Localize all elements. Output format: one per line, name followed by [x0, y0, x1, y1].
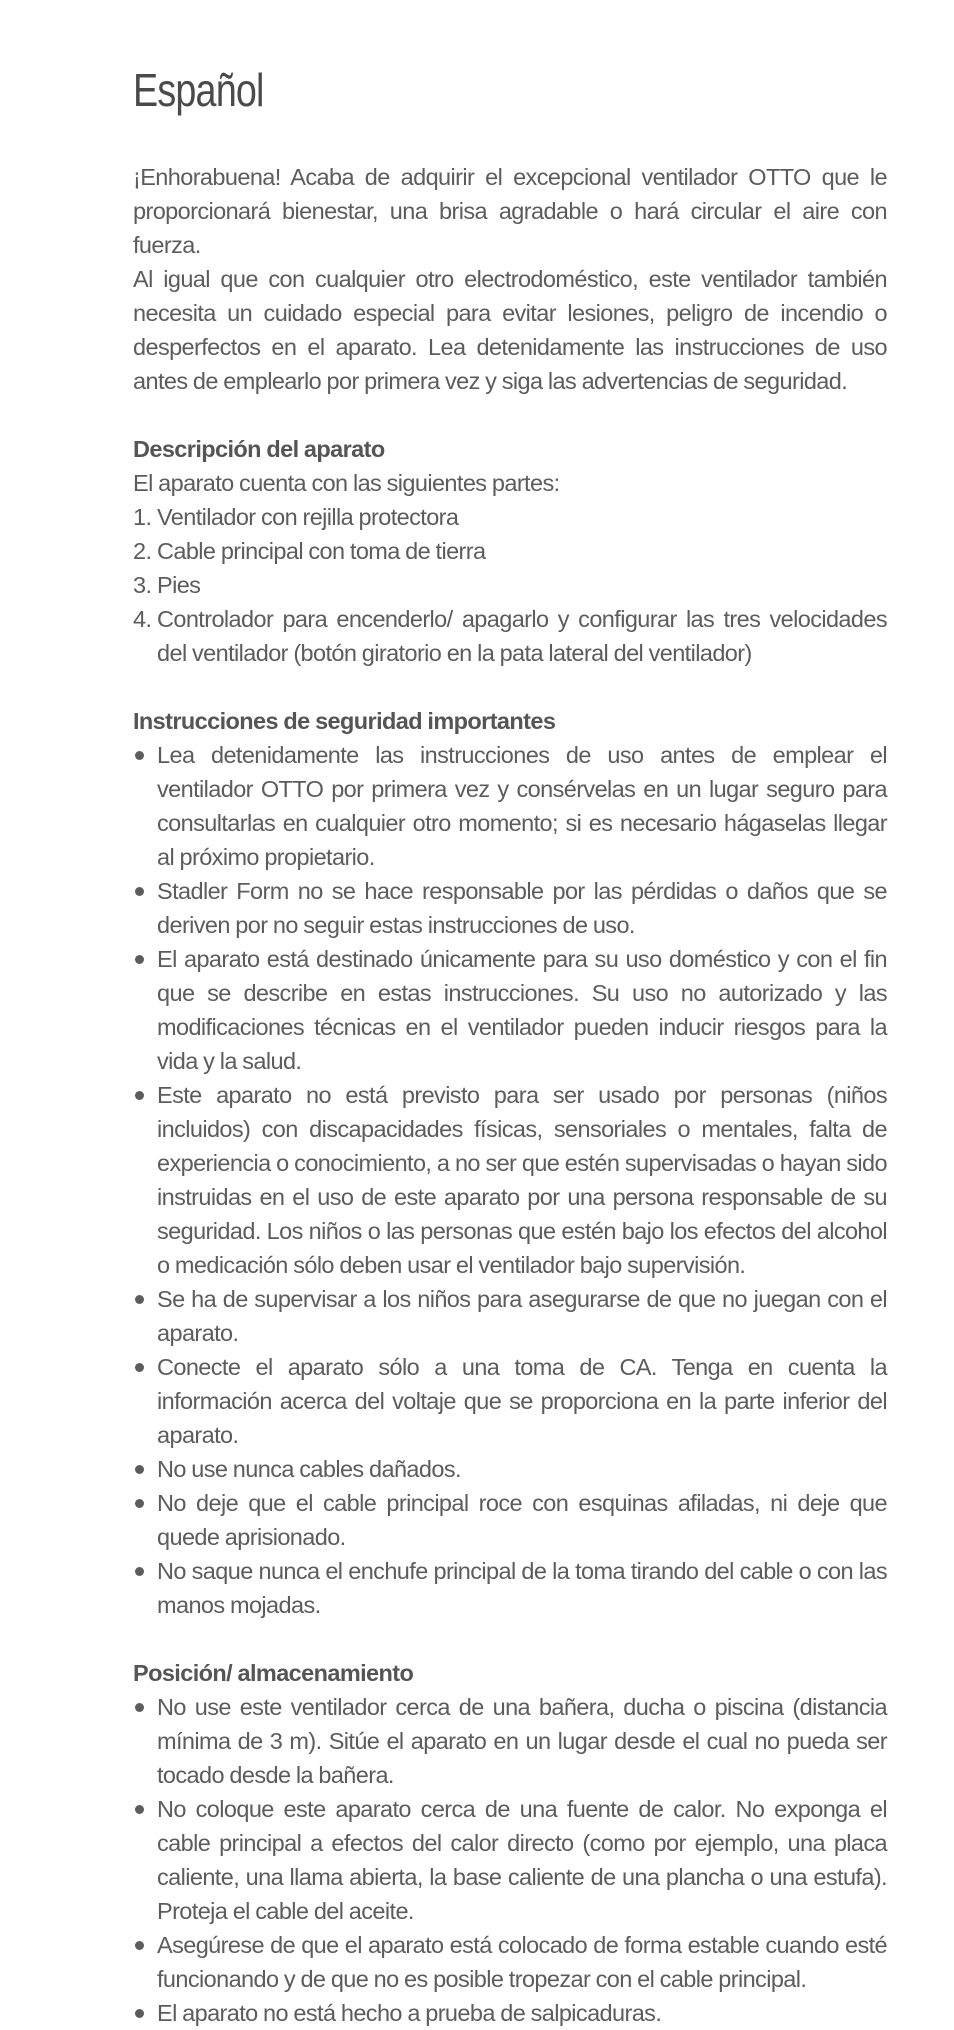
- position-item-text: El aparato no está hecho a prueba de salpicaduras.: [157, 2000, 662, 2026]
- bullet-icon: [135, 2009, 144, 2018]
- list-number: 2.: [133, 538, 152, 564]
- bullet-icon: [135, 955, 144, 964]
- bullet-icon: [135, 1567, 144, 1576]
- parts-list-item: [133, 568, 887, 602]
- parts-list-item-text: Ventilador con rejilla protectora: [157, 504, 459, 530]
- position-item-text: Asegúrese de que el aparato está colocado de forma estable cuando esté funcionando y de que no es posible tropezar con el cable principal.: [157, 1932, 887, 1992]
- safety-list-item: [133, 874, 887, 942]
- safety-item-text: No saque nunca el enchufe principal de la toma tirando del cable o con las manos mojadas.: [157, 1558, 887, 1618]
- position-item-text: No use este ventilador cerca de una bañera, ducha o piscina (distancia mínima de 3 m). Sitúe el aparato en un lugar desde el cual no pueda ser tocado desde la bañera.: [157, 1694, 887, 1788]
- parts-list: [133, 500, 887, 670]
- safety-item-text: Se ha de supervisar a los niños para asegurarse de que no juegan con el aparato.: [157, 1286, 887, 1346]
- safety-list-item: [133, 1078, 887, 1282]
- safety-item-text: No deje que el cable principal roce con esquinas afiladas, ni deje que quede aprisionado.: [157, 1490, 887, 1550]
- safety-list-item: [133, 1282, 887, 1350]
- list-number: 1.: [133, 504, 152, 530]
- bullet-icon: [135, 1363, 144, 1372]
- bullet-icon: [135, 1499, 144, 1508]
- section-spacer: [133, 398, 887, 432]
- bullet-icon: [135, 1805, 144, 1814]
- parts-list-item-text: Pies: [157, 572, 201, 598]
- position-item-text: No coloque este aparato cerca de una fuente de calor. No exponga el cable principal a efectos del calor directo (como por ejemplo, una placa caliente, una llama abierta, la base caliente de una plancha o una estufa). Proteja el cable del aceite.: [157, 1796, 887, 1924]
- safety-heading: Instrucciones de seguridad importantes: [133, 708, 556, 734]
- bullet-icon: [135, 751, 144, 760]
- safety-list-item: [133, 942, 887, 1078]
- bullet-icon: [135, 1703, 144, 1712]
- page-title: Español: [133, 64, 264, 116]
- position-list-item: [133, 1792, 887, 1928]
- position-section: [133, 1656, 887, 2030]
- safety-list-item: [133, 1350, 887, 1452]
- safety-section: [133, 704, 887, 1622]
- section-spacer: [133, 1622, 887, 1656]
- position-list-item: [133, 1928, 887, 1996]
- safety-item-text: Stadler Form no se hace responsable por las pérdidas o daños que se deriven por no seguir estas instrucciones de uso.: [157, 878, 887, 938]
- intro-paragraph-2: Al igual que con cualquier otro electrodoméstico, este ventilador también necesita un cuidado especial para evitar lesiones, peligro de incendio o desperfectos en el aparato. Lea detenidamente las instrucciones de uso antes de emplearlo por primera vez y siga las advertencias de seguridad.: [133, 266, 887, 394]
- bullet-icon: [135, 1295, 144, 1304]
- position-list-item: [133, 1996, 887, 2030]
- safety-item-text: No use nunca cables dañados.: [157, 1456, 461, 1482]
- safety-list-item: [133, 1452, 887, 1486]
- bullet-icon: [135, 887, 144, 896]
- parts-list-item-text: Controlador para encenderlo/ apagarlo y configurar las tres velocidades del ventilador (botón giratorio en la pata lateral del ventilador): [157, 606, 887, 666]
- intro-paragraph-1: ¡Enhorabuena! Acaba de adquirir el excepcional ventilador OTTO que le proporcionará bienestar, una brisa agradable o hará circular el aire con fuerza.: [133, 164, 887, 258]
- list-number: 4.: [133, 606, 152, 632]
- safety-item-text: Conecte el aparato sólo a una toma de CA. Tenga en cuenta la información acerca del voltaje que se proporciona en la parte inferior del aparato.: [157, 1354, 887, 1448]
- description-heading: Descripción del aparato: [133, 436, 385, 462]
- position-list-item: [133, 1690, 887, 1792]
- bullet-icon: [135, 1091, 144, 1100]
- parts-list-item: [133, 534, 887, 568]
- position-heading: Posición/ almacenamiento: [133, 1660, 414, 1686]
- safety-item-text: Lea detenidamente las instrucciones de uso antes de emplear el ventilador OTTO por primera vez y consérvelas en un lugar seguro para consultarlas en cualquier otro momento; si es necesario hágaselas llegar al próximo propietario.: [157, 742, 887, 870]
- safety-item-text: Este aparato no está previsto para ser usado por personas (niños incluidos) con discapacidades físicas, sensoriales o mentales, falta de experiencia o conocimiento, a no ser que estén supervisadas o hayan sido instruidas en el uso de este aparato por una persona responsable de su seguridad. Los niños o las personas que estén bajo los efectos del alcohol o medicación sólo deben usar el ventilador bajo supervisión.: [157, 1082, 887, 1278]
- safety-list-item: [133, 738, 887, 874]
- parts-list-item-text: Cable principal con toma de tierra: [157, 538, 486, 564]
- parts-list-item: [133, 602, 887, 670]
- safety-list-item: [133, 1486, 887, 1554]
- safety-list: [133, 738, 887, 1622]
- position-list: [133, 1690, 887, 2030]
- description-section: [133, 432, 887, 670]
- description-lead: El aparato cuenta con las siguientes partes:: [133, 470, 560, 496]
- bullet-icon: [135, 1941, 144, 1950]
- section-spacer: [133, 670, 887, 704]
- bullet-icon: [135, 1465, 144, 1474]
- manual-page: [133, 62, 887, 2030]
- safety-item-text: El aparato está destinado únicamente para su uso doméstico y con el fin que se describe en estas instrucciones. Su uso no autorizado y las modificaciones técnicas en el ventilador pueden inducir riesgos para la vida y la salud.: [157, 946, 887, 1074]
- safety-list-item: [133, 1554, 887, 1622]
- list-number: 3.: [133, 572, 152, 598]
- parts-list-item: [133, 500, 887, 534]
- intro-section: [133, 160, 887, 398]
